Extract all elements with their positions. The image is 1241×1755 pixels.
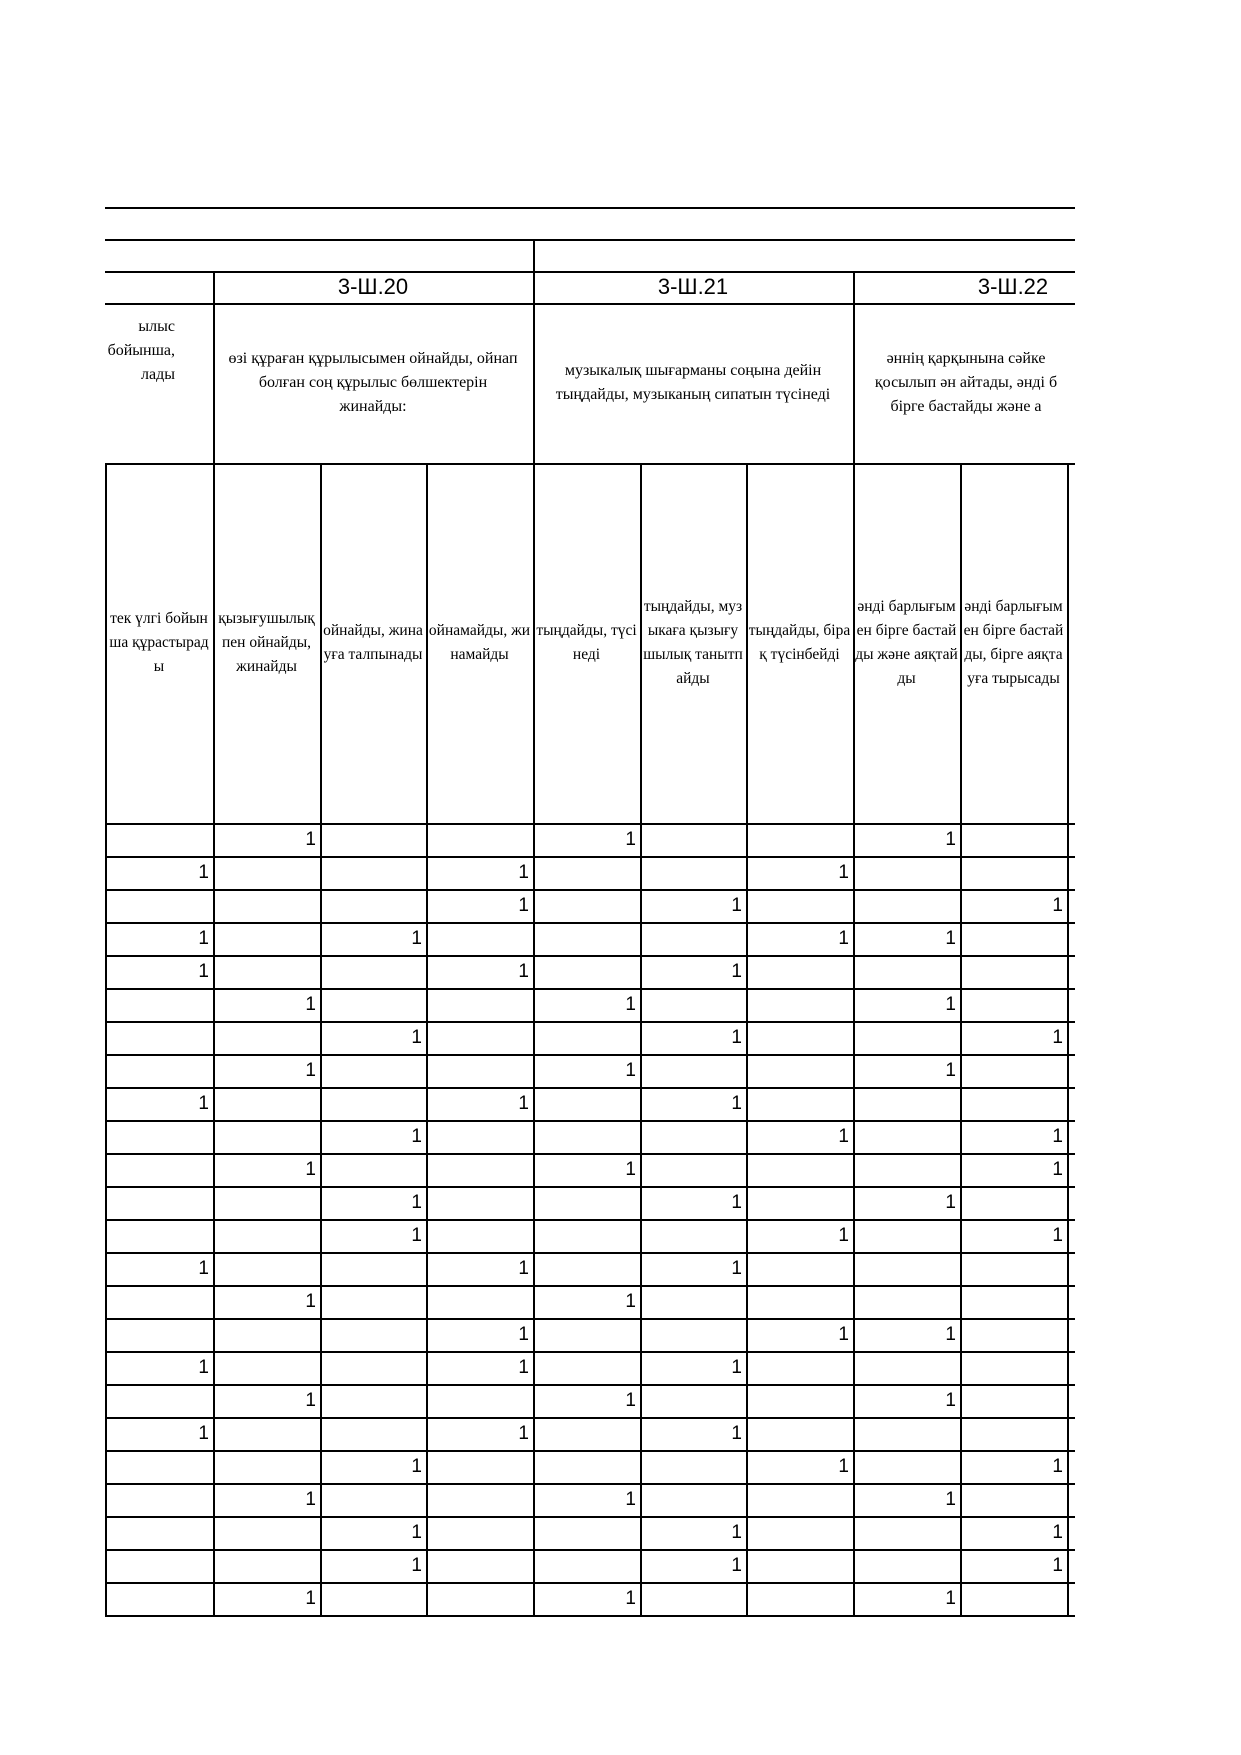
grid-line [105, 1219, 1075, 1221]
table-cell: 1 [1052, 1026, 1063, 1048]
grid-line [105, 1021, 1075, 1023]
table-cell [533, 1417, 640, 1450]
grid-line [105, 988, 1075, 990]
table-cell [746, 1252, 853, 1285]
table-cell: 1 [625, 1059, 636, 1081]
table-cell [853, 1450, 960, 1483]
table-cell [426, 1054, 533, 1087]
table-cell [213, 856, 320, 889]
grid-line [426, 463, 428, 1617]
column-header-9: әнді барлығымен бірге бастайды, бірге аяқтауға тырысады [963, 598, 1064, 687]
table-cell: 1 [838, 1224, 849, 1246]
table-cell [960, 955, 1067, 988]
table-cell [746, 1549, 853, 1582]
table-cell: 1 [838, 1455, 849, 1477]
table-cell: 1 [411, 1026, 422, 1048]
prev-group-description-text: ылыс бойынша, лады [107, 318, 175, 383]
table-cell [640, 1318, 746, 1351]
table-cell [105, 1483, 213, 1516]
table-cell [640, 1582, 746, 1615]
table-cell [426, 1582, 533, 1615]
table-cell [640, 856, 746, 889]
grid-line [105, 1054, 1075, 1056]
grid-line [105, 1252, 1075, 1254]
table-cell [746, 1021, 853, 1054]
grid-line [105, 856, 1075, 858]
grid-line [105, 1417, 1075, 1419]
table-cell [213, 1318, 320, 1351]
group-description-3-sh-22-text: әннің қарқынына сәйке қосылып ән айтады, әнді б бірге бастайды және а [874, 350, 1058, 415]
table-cell: 1 [1052, 1158, 1063, 1180]
table-cell [746, 1483, 853, 1516]
grid-line [640, 463, 642, 1617]
table-cell [213, 1087, 320, 1120]
table-cell [105, 1219, 213, 1252]
table-cell: 1 [945, 993, 956, 1015]
table-cell: 1 [411, 1125, 422, 1147]
table-cell [426, 1021, 533, 1054]
table-cell [213, 1186, 320, 1219]
table-cell [960, 1384, 1067, 1417]
table-cell [105, 1153, 213, 1186]
table-cell [320, 1582, 426, 1615]
grid-line [105, 303, 1075, 305]
grid-line [533, 239, 535, 1617]
table-cell [853, 1516, 960, 1549]
table-cell: 1 [198, 1092, 209, 1114]
table-cell [105, 1384, 213, 1417]
table-cell [640, 1153, 746, 1186]
table-cell: 1 [411, 927, 422, 949]
table-cell [320, 889, 426, 922]
table-cell: 1 [1052, 1521, 1063, 1543]
table-cell [746, 1384, 853, 1417]
table-cell [960, 823, 1067, 856]
table-cell [640, 1054, 746, 1087]
grid-line [105, 889, 1075, 891]
grid-line [105, 1549, 1075, 1551]
table-cell [533, 1351, 640, 1384]
group-code-3-sh-20: 3-Ш.20 [337, 274, 409, 299]
table-cell [105, 889, 213, 922]
grid-line [105, 207, 1075, 209]
table-cell: 1 [518, 894, 529, 916]
table-cell: 1 [945, 1389, 956, 1411]
table-cell [746, 1417, 853, 1450]
table-cell: 1 [518, 1356, 529, 1378]
table-cell [320, 1153, 426, 1186]
table-cell: 1 [625, 1488, 636, 1510]
grid-line [105, 1582, 1075, 1584]
table-cell: 1 [731, 1356, 742, 1378]
table-cell: 1 [945, 1059, 956, 1081]
table-cell [105, 1021, 213, 1054]
grid-line [746, 463, 748, 1617]
table-cell: 1 [198, 861, 209, 883]
table-cell [105, 1054, 213, 1087]
table-cell [640, 1450, 746, 1483]
column-header-1: тек үлгі бойынша құрастырады [109, 610, 209, 675]
table-cell: 1 [198, 1422, 209, 1444]
table-cell: 1 [518, 1257, 529, 1279]
table-cell [213, 1252, 320, 1285]
table-cell: 1 [305, 1059, 316, 1081]
table-cell [746, 1054, 853, 1087]
grid-line [105, 271, 1075, 273]
table-cell: 1 [198, 927, 209, 949]
grid-line [105, 1615, 1075, 1617]
table-cell: 1 [1052, 1455, 1063, 1477]
table-cell: 1 [1052, 894, 1063, 916]
table-cell [640, 1384, 746, 1417]
grid-line [105, 1318, 1075, 1320]
table-cell [213, 1351, 320, 1384]
table-cell [746, 1351, 853, 1384]
column-header-6: тыңдайды, музыкаға қызығушылық танытпайды [643, 598, 743, 687]
table-cell [320, 1252, 426, 1285]
table-cell: 1 [1052, 1224, 1063, 1246]
column-header-8: әнді барлығымен бірге бастайды және аяқтайды [855, 598, 958, 687]
table-cell: 1 [411, 1191, 422, 1213]
table-cell [213, 955, 320, 988]
grid-line [105, 1351, 1075, 1353]
table-cell [640, 1483, 746, 1516]
table-cell [105, 1186, 213, 1219]
table-cell: 1 [518, 960, 529, 982]
grid-line [960, 463, 962, 1617]
grid-line [105, 1450, 1075, 1452]
table-cell [960, 988, 1067, 1021]
table-cell [853, 1549, 960, 1582]
table-cell [640, 823, 746, 856]
grid-line [213, 271, 215, 1617]
table-cell [426, 823, 533, 856]
table-cell [746, 1285, 853, 1318]
table-cell: 1 [625, 993, 636, 1015]
table-cell [320, 1384, 426, 1417]
column-header-2: қызығушылықпен ойнайды, жинайды [218, 610, 315, 675]
table-cell [640, 922, 746, 955]
table-cell: 1 [305, 1587, 316, 1609]
table-cell: 1 [731, 960, 742, 982]
table-cell: 1 [945, 1191, 956, 1213]
table-cell [533, 1021, 640, 1054]
table-cell [533, 1087, 640, 1120]
grid-line [105, 1483, 1075, 1485]
table-cell [426, 1384, 533, 1417]
table-cell [105, 1516, 213, 1549]
grid-line [105, 1186, 1075, 1188]
table-cell [640, 1219, 746, 1252]
assessment-table [105, 207, 1075, 1632]
table-cell [746, 889, 853, 922]
table-cell [960, 1318, 1067, 1351]
table-cell: 1 [411, 1554, 422, 1576]
table-cell: 1 [411, 1224, 422, 1246]
table-cell: 1 [945, 1323, 956, 1345]
table-cell [746, 988, 853, 1021]
table-cell [853, 1120, 960, 1153]
table-cell [105, 1582, 213, 1615]
table-cell [213, 1021, 320, 1054]
table-cell: 1 [731, 894, 742, 916]
table-cell [960, 922, 1067, 955]
table-cell: 1 [838, 1323, 849, 1345]
table-cell: 1 [838, 927, 849, 949]
grid-line [320, 463, 322, 1617]
table-cell: 1 [731, 1092, 742, 1114]
table-cell: 1 [305, 993, 316, 1015]
table-cell: 1 [731, 1257, 742, 1279]
grid-line [853, 271, 855, 1617]
table-cell [105, 1450, 213, 1483]
table-cell [320, 1285, 426, 1318]
table-cell: 1 [731, 1026, 742, 1048]
table-cell: 1 [305, 1488, 316, 1510]
table-cell [960, 1087, 1067, 1120]
column-header-3: ойнайды, жинауға талпынады [323, 622, 423, 663]
table-cell [320, 1417, 426, 1450]
grid-line [105, 239, 1075, 241]
table-cell: 1 [731, 1521, 742, 1543]
table-cell [213, 1450, 320, 1483]
table-cell [426, 1219, 533, 1252]
table-cell: 1 [518, 1422, 529, 1444]
table-cell [320, 988, 426, 1021]
table-cell [853, 1285, 960, 1318]
column-header-4: ойнамайды, жинамайды [428, 622, 531, 663]
grid-line [105, 1516, 1075, 1518]
table-cell: 1 [305, 828, 316, 850]
table-cell [426, 1285, 533, 1318]
table-cell [960, 1582, 1067, 1615]
table-cell [426, 1120, 533, 1153]
table-cell: 1 [731, 1554, 742, 1576]
grid-line [105, 1384, 1075, 1386]
table-cell: 1 [838, 1125, 849, 1147]
table-cell [853, 955, 960, 988]
table-cell [853, 1153, 960, 1186]
table-cell: 1 [198, 960, 209, 982]
grid-line [1067, 463, 1069, 1617]
table-cell [320, 1351, 426, 1384]
table-cell: 1 [625, 1158, 636, 1180]
table-cell [213, 889, 320, 922]
table-cell [105, 988, 213, 1021]
table-cell [640, 1285, 746, 1318]
table-cell: 1 [411, 1455, 422, 1477]
table-cell [746, 1087, 853, 1120]
table-cell [746, 823, 853, 856]
table-cell [213, 1417, 320, 1450]
table-cell [640, 988, 746, 1021]
grid-line [105, 463, 107, 1617]
table-cell: 1 [518, 861, 529, 883]
table-cell [960, 1351, 1067, 1384]
table-cell [853, 1219, 960, 1252]
table-cell: 1 [518, 1092, 529, 1114]
table-cell: 1 [1052, 1125, 1063, 1147]
table-cell [853, 1087, 960, 1120]
grid-line [105, 1087, 1075, 1089]
table-cell [533, 1318, 640, 1351]
table-cell [533, 1120, 640, 1153]
table-cell: 1 [838, 861, 849, 883]
table-cell [426, 922, 533, 955]
table-cell: 1 [305, 1389, 316, 1411]
table-cell [426, 1549, 533, 1582]
grid-line [105, 823, 1075, 825]
table-cell [105, 1120, 213, 1153]
group-description-3-sh-21: музыкалық шығарманы соңына дейін тыңдайды, музыканың сипатын түсінеді [555, 362, 831, 403]
table-cell: 1 [731, 1191, 742, 1213]
table-cell [533, 922, 640, 955]
table-cell [960, 1417, 1067, 1450]
grid-line [105, 1153, 1075, 1155]
table-cell [533, 955, 640, 988]
table-cell [960, 1186, 1067, 1219]
table-cell [105, 1549, 213, 1582]
table-cell [426, 1516, 533, 1549]
group-code-3-sh-22: 3-Ш.22 [977, 274, 1049, 299]
table-cell: 1 [305, 1158, 316, 1180]
table-cell [320, 955, 426, 988]
table-cell [213, 1120, 320, 1153]
table-cell [533, 1252, 640, 1285]
table-cell [320, 1087, 426, 1120]
table-cell: 1 [625, 828, 636, 850]
table-cell: 1 [625, 1389, 636, 1411]
table-cell [533, 856, 640, 889]
table-cell [853, 1351, 960, 1384]
table-cell [533, 1219, 640, 1252]
grid-line [105, 463, 1075, 465]
table-cell [426, 1450, 533, 1483]
table-cell [853, 889, 960, 922]
table-cell [853, 1417, 960, 1450]
table-cell [320, 1054, 426, 1087]
table-cell [746, 1516, 853, 1549]
column-header-7: тыңдайды, бірақ түсінбейді [748, 622, 851, 663]
table-cell [960, 1252, 1067, 1285]
table-cell: 1 [731, 1422, 742, 1444]
table-cell [746, 1153, 853, 1186]
table-cell [320, 823, 426, 856]
table-cell: 1 [198, 1356, 209, 1378]
table-cell [533, 889, 640, 922]
table-cell: 1 [945, 927, 956, 949]
grid-line [105, 1285, 1075, 1287]
table-cell [746, 955, 853, 988]
table-cell [533, 1516, 640, 1549]
table-cell [426, 988, 533, 1021]
table-cell [533, 1549, 640, 1582]
table-cell [105, 823, 213, 856]
table-cell [320, 1483, 426, 1516]
table-cell: 1 [945, 828, 956, 850]
table-cell: 1 [305, 1290, 316, 1312]
table-cell [213, 922, 320, 955]
prev-group-description [105, 271, 175, 431]
table-cell [640, 1120, 746, 1153]
table-cell [213, 1219, 320, 1252]
grid-line [105, 922, 1075, 924]
group-description-3-sh-20: өзі құраған құрылысымен ойнайды, ойнап болған соң құрылыс бөлшектерін жинайды: [228, 350, 518, 415]
grid-line [105, 955, 1075, 957]
table-cell: 1 [1052, 1554, 1063, 1576]
grid-line [105, 1120, 1075, 1122]
table-cell [320, 1318, 426, 1351]
table-cell [960, 1054, 1067, 1087]
table-cell [105, 1318, 213, 1351]
table-cell [320, 856, 426, 889]
table-cell [746, 1582, 853, 1615]
table-cell: 1 [945, 1587, 956, 1609]
table-cell [105, 1285, 213, 1318]
table-cell [960, 1285, 1067, 1318]
table-cell [426, 1186, 533, 1219]
table-cell [960, 1483, 1067, 1516]
table-cell [533, 1450, 640, 1483]
column-header-5: тыңдайды, түсінеді [536, 622, 637, 663]
table-cell [960, 856, 1067, 889]
table-cell [213, 1549, 320, 1582]
table-cell [853, 856, 960, 889]
table-cell [426, 1153, 533, 1186]
table-cell: 1 [945, 1488, 956, 1510]
table-cell [533, 1186, 640, 1219]
table-cell: 1 [198, 1257, 209, 1279]
table-cell [213, 1516, 320, 1549]
table-cell [853, 1021, 960, 1054]
table-cell [426, 1483, 533, 1516]
table-cell: 1 [411, 1521, 422, 1543]
table-cell: 1 [625, 1290, 636, 1312]
group-code-3-sh-21: 3-Ш.21 [657, 274, 729, 299]
table-cell: 1 [518, 1323, 529, 1345]
table-cell: 1 [625, 1587, 636, 1609]
table-cell [746, 1186, 853, 1219]
group-description-3-sh-22 [853, 303, 1073, 463]
table-cell [853, 1252, 960, 1285]
